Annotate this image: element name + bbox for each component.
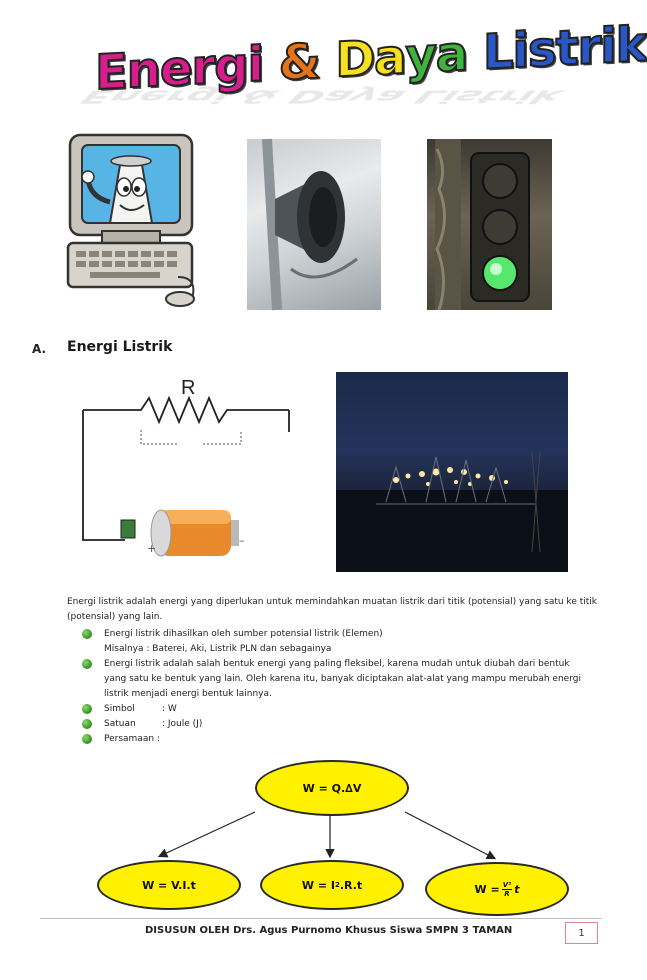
- bullet-text: Energi listrik dihasilkan oleh sumber potensial listrik (Elemen): [104, 629, 383, 639]
- equation-mid-prefix: W = I: [301, 878, 335, 892]
- unit-key: Satuan: [104, 719, 136, 729]
- equation-energy-charge: W = Q.∆V: [255, 760, 409, 816]
- title-letter: k: [615, 16, 647, 74]
- title-letter: D: [335, 30, 375, 89]
- intro-paragraph: Energi listrik adalah energi yang diperlukan untuk memindahkan muatan listrik dari titik (potensial) yang satu ke titik (potensial) yang lain.: [67, 597, 597, 622]
- title-letter: r: [577, 18, 601, 76]
- title-letter: y: [405, 27, 436, 85]
- bullet-text: Energi listrik adalah salah bentuk energi yang paling fleksibel, karena mudah untuk diubah dari bentuk yang satu ke bentuk yang lain. Oleh karena itu, banyak diciptakan alat-alat yang mampu merubah energi listrik menjadi energi bentuk lainnya.: [104, 659, 581, 699]
- equation-energy-v2rt: [425, 862, 569, 916]
- section-title: Energi Listrik: [67, 339, 173, 355]
- unit-value: : Joule (J): [162, 719, 203, 729]
- equation-fraction: [502, 881, 512, 898]
- equation-label: Persamaan :: [104, 734, 160, 744]
- title-reflection: Energi & Daya Listrik: [73, 86, 571, 107]
- bullet-subtext: Misalnya : Baterei, Aki, Listrik PLN dan sebagainya: [104, 644, 332, 654]
- symbol-value: : W: [162, 704, 177, 714]
- symbol-key: Simbol: [104, 704, 135, 714]
- title-letter: a: [374, 28, 406, 87]
- title-letter: a: [435, 25, 468, 84]
- footer-divider: [40, 918, 602, 919]
- fraction-denominator: R: [504, 889, 510, 898]
- title-letter: r: [191, 38, 215, 97]
- title-letter: n: [126, 41, 160, 100]
- battery-plus: +: [147, 542, 157, 555]
- title-letter: i: [247, 36, 264, 94]
- equation-right-suffix: t: [514, 882, 520, 896]
- equation-energy-vit: W = V.I.t: [97, 860, 241, 910]
- equation-energy-i2rt: [260, 860, 404, 910]
- title-letter: s: [528, 20, 556, 79]
- equation-right-prefix: W =: [474, 882, 500, 896]
- title-letter: L: [482, 23, 513, 81]
- equation-mid-suffix: .R.t: [339, 878, 363, 892]
- title-letter: e: [159, 40, 192, 98]
- equation-mid-sup: 2: [334, 881, 340, 889]
- fraction-numerator: V²: [502, 880, 512, 889]
- page-number: 1: [565, 922, 598, 944]
- title-letter: i: [512, 22, 528, 80]
- title-letter: &: [278, 33, 320, 92]
- title-letter: g: [214, 37, 248, 95]
- footer-text: DISUSUN OLEH Drs. Agus Purnomo Khusus Siswa SMPN 3 TAMAN: [145, 925, 513, 936]
- section-letter: A.: [32, 342, 47, 356]
- battery-minus: –: [239, 534, 245, 547]
- title-letter: i: [600, 17, 616, 75]
- title-letter: t: [555, 19, 578, 77]
- title-letter: E: [95, 43, 127, 102]
- resistor-label: R: [181, 377, 196, 399]
